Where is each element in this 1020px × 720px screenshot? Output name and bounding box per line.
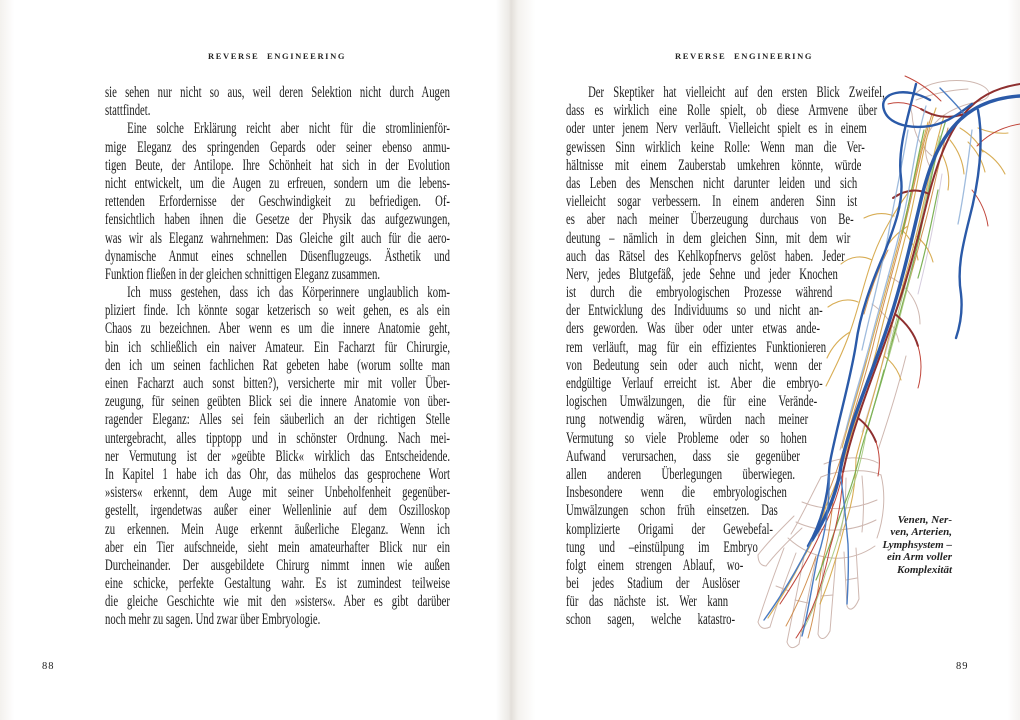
text-line: ders geworden. Was über oder unter etwas ande-: [566, 320, 820, 338]
running-head-right: REVERSE ENGINEERING: [674, 51, 814, 61]
text-line: zeugung, für seinen geübten Blick sei die innere Anatomie von über-: [105, 393, 450, 411]
text-line: folgt einem strengen Ablauf, wo-: [566, 556, 744, 574]
text-line: Komplexität: [897, 563, 952, 576]
text-line: stattfindet.: [105, 102, 151, 120]
text-line: logischen Umwälzungen, die für eine Verände-: [566, 393, 818, 411]
text-line: der Entwicklung des Individuums so und nicht an-: [566, 302, 823, 320]
text-line: den ich um seinen fachlichen Rat gebeten habe (worum sollte man: [105, 356, 450, 374]
text-line: Lymphsystem –: [882, 538, 952, 551]
text-line: sie sehen nur nicht so aus, weil deren Selektion nicht durch Augen: [105, 84, 450, 101]
text-line: dynamische Anmut eines schnellen Düsenflugzeugs. Ästhetik und: [105, 247, 450, 265]
text-line: schon sagen, welche katastro-: [566, 611, 736, 629]
text-line: tigen Beute, der Antilope. Ihre Schönheit hat sich in der Evolution: [105, 156, 450, 174]
text-line: bin ich schließlich ein naiver Amateur. Ein Facharzt für Chirurgie,: [105, 338, 450, 356]
text-line: mige Eleganz des springenden Gepards oder seiner ebenso anmu-: [105, 138, 450, 156]
text-line: ist durch die embryologischen Prozesse während: [566, 284, 833, 302]
text-line: was wir als Eleganz wahrnehmen: Das Gleiche gilt auch für die aero-: [105, 229, 450, 247]
text-line: In Kapitel 1 habe ich das Ohr, das mühelos das gesprochene Wort: [105, 465, 450, 483]
text-line: Venen, Ner-: [897, 514, 952, 526]
text-line: Ich muss gestehen, dass ich das Körperinnere unglaublich kom-: [127, 284, 450, 302]
running-head-left: REVERSE ENGINEERING: [207, 51, 347, 61]
text-line: aber ein Tier aufschneide, sieht mein amateurhafter Blick nur ein: [105, 538, 450, 556]
text-line: die gleiche Geschichte wie mit den »sisters«. Aber es gibt darüber: [105, 593, 450, 611]
text-line: endgültige Verlauf erreicht ist. Aber die embryo-: [566, 375, 823, 392]
text-line: Eine solche Erklärung reicht aber nicht für die stromlinienför-: [127, 120, 450, 138]
text-line: das Leben des Menschen nicht darunter leiden und sich: [566, 174, 858, 192]
text-line: auch das Rätsel des Kehlkopfnervs gelöst haben. Jeder: [566, 247, 845, 265]
text-line: »sisters« erkennt, dem Auge mit seiner Unbeholfenheit gegenüber-: [105, 484, 450, 502]
text-line: oder unter jenem Nerv verläuft. Vielleicht spielt es in einem: [566, 120, 867, 138]
text-line: tung und –einstülpung im Embryo: [566, 538, 758, 556]
page-number-right: 89: [956, 661, 969, 672]
text-line: von Bedeutung sein oder auch nicht, wenn der: [566, 356, 822, 374]
text-line: rung notwendig wären, würden nach meiner: [566, 411, 809, 429]
page-number-left: 88: [42, 661, 55, 672]
text-line: pliziert finde. Ich könnte sogar ketzerisch so weit gehen, es als ein: [105, 302, 450, 320]
text-line: rem verläuft, mag für ein effizientes Funktionieren: [566, 338, 827, 356]
text-line: einen Facharzt auch sonst bitten?), versicherte mir mit voller Über-: [105, 375, 450, 392]
text-line: fensichtlich haben ihnen die Gesetze der Physik das aufgezwungen,: [105, 211, 450, 229]
text-line: dass es wirklich eine Rolle spielt, ob diese Armvene über: [566, 102, 878, 120]
text-line: ner Vermutung ist der »geübte Blick« wirklich das Entscheidende.: [105, 447, 450, 465]
left-page-text: [105, 84, 450, 630]
text-line: eine schicke, perfekte Gestaltung wahr. Es ist zumindest teilweise: [105, 575, 450, 593]
text-line: Durcheinander. Der ausgebildete Chirurg nimmt innen wie außen: [105, 556, 450, 574]
text-line: bei jedes Stadium der Auslöser: [566, 575, 740, 593]
text-line: Aufwand verursachen, dass sie gegenüber: [566, 447, 800, 465]
text-line: für das nächste ist. Wer kann: [566, 593, 729, 611]
text-line: Umwälzungen schon früh einsetzen. Das: [566, 502, 778, 520]
text-line: vielleicht sogar verbessern. In einem anderen Sinn ist: [566, 193, 858, 211]
text-line: ven, Arterien,: [890, 526, 952, 539]
text-line: gewissen Sinn wirklich keine Rolle: Wenn man die Ver-: [566, 138, 865, 156]
text-line: Der Skeptiker hat vielleicht auf den ersten Blick Zweifel,: [588, 84, 885, 101]
text-line: Funktion fließen in der gleichen schnittigen Eleganz zusammen.: [105, 265, 381, 283]
text-line: nicht entwickelt, um die Augen zu erfreuen, sondern um die lebens-: [105, 174, 450, 192]
text-line: noch mehr zu sagen. Und zwar über Embryologie.: [105, 611, 321, 629]
text-line: ragender Eleganz: Alles sei fein säuberlich an der richtigen Stelle: [105, 411, 450, 429]
text-line: ein Arm voller: [887, 551, 952, 564]
text-line: deutung – nämlich in dem gleichen Sinn, mit dem wir: [566, 229, 851, 247]
text-line: Nerv, jedes Blutgefäß, jede Sehne und jeder Knochen: [566, 265, 838, 283]
text-line: allen anderen Überlegungen überwiegen.: [566, 465, 796, 483]
text-line: Insbesondere wenn die embryologischen: [566, 484, 787, 502]
text-line: es aber nach meiner Überzeugung durchaus von Be-: [566, 211, 854, 229]
text-line: rettenden Erfordernisse der Geschwindigkeit zu befriedigen. Of-: [105, 193, 450, 211]
figure-caption: [860, 514, 952, 576]
text-line: untergebracht, alles tipptopp und in schönster Ordnung. Nach mei-: [105, 429, 450, 447]
text-line: komplizierte Origami der Gewebefal-: [566, 520, 773, 538]
text-line: Chaos zu bezeichnen. Aber wenn es um die innere Anatomie geht,: [105, 320, 450, 338]
text-line: hältnisse mit einem Zauberstab umkehren könnte, würde: [566, 156, 862, 174]
text-line: gestellt, irgendetwas außer einer Wellenlinie auf dem Oszilloskop: [105, 502, 450, 520]
text-line: Vermutung so viele Probleme oder so hohen: [566, 429, 807, 447]
text-line: zu erkennen. Mein Auge erkennt äußerliche Eleganz. Wenn ich: [105, 520, 450, 538]
